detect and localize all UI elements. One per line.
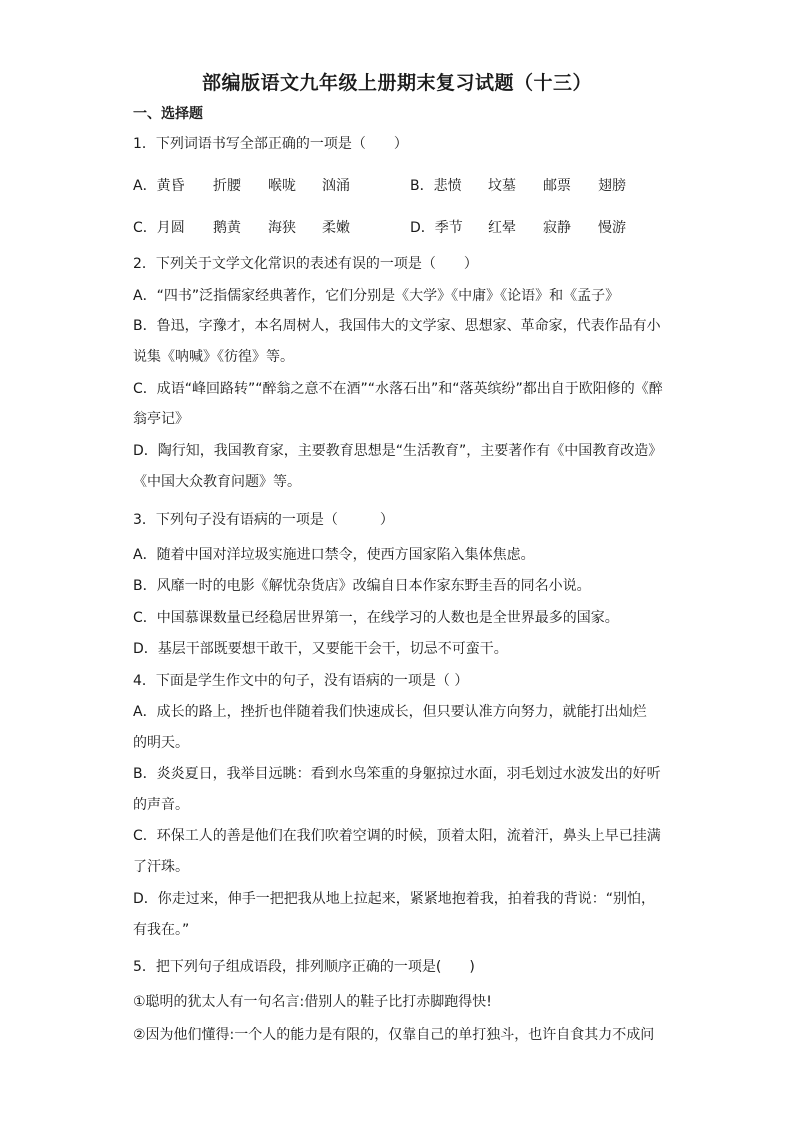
question-2-stem: 2．下列关于文学文化常识的表述有误的一项是（ ） <box>133 256 478 272</box>
q1-option-c-word: 柔嫩 <box>322 220 350 236</box>
q2-option-b: B．鲁迅，字豫才，本名周树人，我国伟大的文学家、思想家、革命家，代表作品有小 <box>133 318 661 334</box>
q1-option-d: D．季节 <box>410 220 463 236</box>
q4-option-b: B．炎炎夏日，我举目远眺：看到水鸟笨重的身躯掠过水面，羽毛划过水波发出的好听 <box>133 766 661 782</box>
q3-option-d: D．基层干部既要想干敢干，又要能干会干，切忌不可蛮干。 <box>133 641 508 657</box>
q2-option-a: A．“四书”泛指儒家经典著作，它们分别是《大学》《中庸》《论语》和《孟子》 <box>133 288 620 304</box>
q3-option-b: B．风靡一时的电影《解忧杂货店》改编自日本作家东野圭吾的同名小说。 <box>133 578 591 594</box>
q5-sentence-2: ②因为他们懂得:一个人的能力是有限的，仅靠自己的单打独斗，也许自食其力不成问 <box>133 1027 655 1043</box>
q1-option-b: B．悲愤 <box>410 178 462 194</box>
q1-option-b-word: 翅膀 <box>598 178 626 194</box>
q4-option-b-cont: 的声音。 <box>133 797 189 813</box>
section-heading: 一、选择题 <box>133 106 203 122</box>
q3-option-c: C．中国慕课数量已经稳居世界第一，在线学习的人数也是全世界最多的国家。 <box>133 610 619 626</box>
q1-option-a-word: 汹涌 <box>322 178 350 194</box>
q2-option-d: D．陶行知，我国教育家，主要教育思想是“生活教育”，主要著作有《中国教育改造》 <box>133 443 663 459</box>
q5-sentence-1: ①聪明的犹太人有一句名言:借别人的鞋子比打赤脚跑得快! <box>133 994 492 1010</box>
q1-option-c: C．月圆 <box>133 220 185 236</box>
q4-option-a-cont: 的明天。 <box>133 735 189 751</box>
q1-option-d-word: 寂静 <box>543 220 571 236</box>
q1-option-c-word: 鹅黄 <box>213 220 241 236</box>
q1-option-a-word: 喉咙 <box>268 178 296 194</box>
q1-option-c-word: 海狭 <box>268 220 296 236</box>
q4-option-d-cont: 有我在。” <box>133 922 190 938</box>
q2-option-c-cont: 翁亭记》 <box>133 411 189 427</box>
q1-option-d-word: 红晕 <box>488 220 516 236</box>
q1-option-d-word: 慢游 <box>598 220 626 236</box>
q2-option-c: C．成语“峰回路转”“醉翁之意不在酒”“水落石出”和“落英缤纷”都出自于欧阳修的《醉 <box>133 381 663 397</box>
q2-option-b-cont: 说集《呐喊》《彷徨》等。 <box>133 349 294 365</box>
q4-option-a: A．成长的路上，挫折也伴随着我们快速成长，但只要认准方向努力，就能打出灿烂 <box>133 704 647 720</box>
question-4-stem: 4．下面是学生作文中的句子，没有语病的一项是（ ） <box>133 673 469 689</box>
q1-option-b-word: 坟墓 <box>488 178 516 194</box>
page-title: 部编版语文九年级上册期末复习试题（十三） <box>201 72 592 94</box>
q4-option-d: D．你走过来，伸手一把把我从地上拉起来，紧紧地抱着我，拍着我的背说：“别怕， <box>133 891 656 907</box>
q3-option-a: A．随着中国对洋垃圾实施进口禁令，使西方国家陷入集体焦虑。 <box>133 547 535 563</box>
q1-option-a: A．黄昏 <box>133 178 185 194</box>
q4-option-c: C．环保工人的善是他们在我们吹着空调的时候，顶着太阳，流着汗，鼻头上早已挂满 <box>133 828 661 844</box>
question-3-stem: 3．下列句子没有语病的一项是（ ） <box>133 512 394 528</box>
question-5-stem: 5．把下列句子组成语段，排列顺序正确的一项是( ) <box>133 959 475 975</box>
question-1-stem: 1．下列词语书写全部正确的一项是（ ） <box>133 136 408 152</box>
q2-option-d-cont: 《中国大众教育问题》等。 <box>133 474 301 490</box>
q4-option-c-cont: 了汗珠。 <box>133 859 189 875</box>
q1-option-b-word: 邮票 <box>543 178 571 194</box>
q1-option-a-word: 折腰 <box>213 178 241 194</box>
